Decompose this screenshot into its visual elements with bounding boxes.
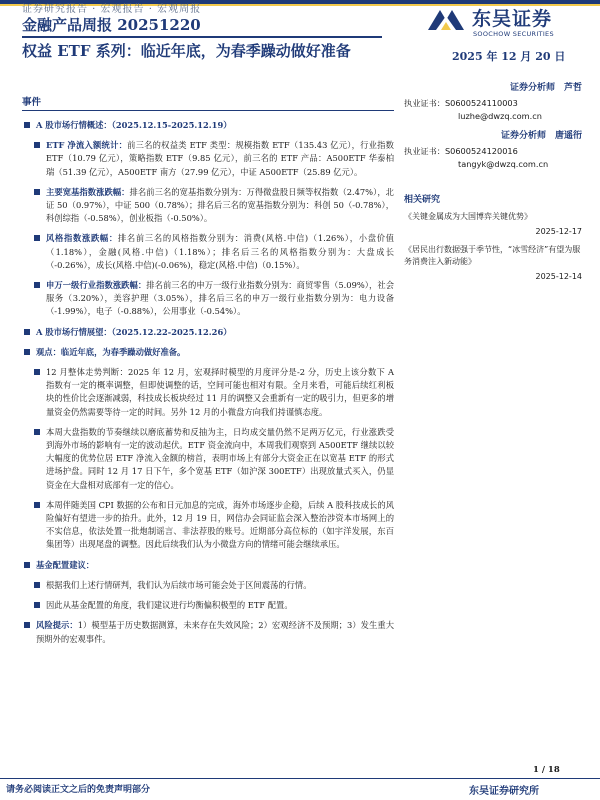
- broad-index-text: 排名前三名的宽基指数分别为：万得微盘股日频等权指数（2.47%），北证 50（0.97%），中证 500（0.78%）；排名后三名的宽基指数分别为：科创 50（-0.78%），科创综指（-0.58%），创业板指（-0.50%）。: [46, 186, 394, 224]
- analyst-card: [404, 80, 582, 122]
- fund-allocation-lead: 基金配置建议：: [36, 559, 95, 570]
- main-content: [22, 94, 394, 653]
- a-share-outlook-heading: [22, 326, 394, 339]
- outlook-text-2: 本周大盘指数的节奏继续以磨底蓄势和反抽为主，日均成交量仍然不足两万亿元，行业涨跌受到海外市场的影响有一定的波动起伏。ETF 资金流向中，本周我们观察到 A500ETF 继续以较大幅度的优势位居 ETF 净流入金额的榜首，表明市场上有部分大资金正在以宽基 ETF 的形式进场护盘。同时 12 月 17 日下午，多个宽基 ETF（如沪深 300ETF）出现放量式买入，仍显资金在大盘相对底部有一定的信心。: [46, 426, 394, 490]
- square-bullet-icon: [34, 282, 40, 288]
- square-bullet-icon: [34, 502, 40, 508]
- section-divider: [22, 110, 394, 111]
- company-logo: [426, 2, 586, 40]
- footer-divider: [0, 778, 600, 779]
- report-series-title: 金融产品周报 20251220: [22, 16, 201, 34]
- fund-text-1: 根据我们上述行情研判，我们认为后续市场可能会处于区间震荡的行情。: [46, 579, 312, 590]
- industry-index-lead: 申万一级行业指数涨跌幅：: [46, 280, 147, 291]
- etf-flow-text: 前三名的权益类 ETF 类型：规模指数 ETF（135.43 亿元），行业指数 ETF（10.79 亿元），策略指数 ETF（9.85 亿元），前三名的 ETF 产品：A500ETF 华泰柏瑞（51.39 亿元），A500ETF 南方（27.99 亿元），中证 A500ETF（25.89 亿元）。: [46, 140, 394, 177]
- footer-disclaimer: 请务必阅读正文之后的免责声明部分: [6, 785, 151, 795]
- analyst-email[interactable]: luzhe@dwzq.com.cn: [458, 111, 542, 121]
- fund-allocation-heading: [22, 559, 394, 572]
- page-number: 1 / 18: [533, 765, 560, 775]
- sidebar: [404, 80, 582, 289]
- breadcrumb: 证券研究报告 · 宏观报告 · 宏观周报: [22, 4, 202, 15]
- logo-mark-icon: [426, 4, 466, 34]
- square-bullet-icon: [24, 122, 30, 128]
- analyst-name: 证券分析师 芦哲: [509, 83, 582, 93]
- a-share-review-lead: A 股市场行情概述：: [36, 120, 112, 130]
- outlook-text-3: 本周伴随美国 CPI 数据的公布和日元加息的完成，海外市场逐步企稳，后续 A 股科技成长的风险偏好有望进一步的抬升。此外，12 月 19 日，网信办会同证监会深入整治涉资本市场网上的不实信息，依法处置一批炮制谣言、非法荐股的账号。近期部分高位标的（如宇洋发展，东百集团等）出现尾盘的调整。因此后续我们认为小微盘方向的情绪可能会继续承压。: [46, 499, 394, 550]
- industry-index-paragraph: [22, 279, 394, 319]
- analyst-card: [404, 128, 582, 170]
- style-index-lead: 风格指数涨跌幅：: [46, 233, 118, 244]
- analyst-email[interactable]: tangyk@dwzq.com.cn: [458, 159, 549, 169]
- a-share-outlook-lead: A 股市场行情展望：: [36, 326, 112, 337]
- risk-warning-paragraph: [22, 619, 394, 645]
- logo-text-en: SOOCHOW SECURITIES: [473, 30, 554, 38]
- outlook-text-1: 12 月整体走势判断：2025 年 12 月，宏观择时模型的月度评分是-2 分，历史上该分数下 A 指数有一定的概率调整，但即使调整的话，空间可能也相对有限。全月来看，可能后续红利板块的性价比会逐渐减弱，科技成长板块经过 11 月的调整又会重新有一定的吸引力，但更多的增量资金仍然需要等待一定的时间。另外 12 月的小微盘方向我们持谨慎态度。: [46, 367, 394, 417]
- report-date: 2025 年 12 月 20 日: [452, 50, 566, 63]
- viewpoint-paragraph: [22, 346, 394, 359]
- section-heading-events: 事件: [22, 97, 42, 108]
- a-share-review-period: （2025.12.15-2025.12.19）: [111, 120, 232, 130]
- report-title: 权益 ETF 系列：临近年底，为春季躁动做好准备: [22, 42, 351, 60]
- risk-warning-text: 1）模型基于历史数据测算，未来存在失效风险；2）宏观经济不及预期；3）发生重大预期外的宏观事件。: [36, 620, 394, 644]
- analyst-name: 证券分析师 唐遥衎: [500, 131, 582, 141]
- related-research-heading: 相关研究: [404, 195, 441, 205]
- viewpoint-text: 观点：临近年底，为春季躁动做好准备。: [36, 346, 186, 357]
- square-bullet-icon: [34, 235, 40, 241]
- industry-index-text: 排名前三名的申万一级行业指数分别为：商贸零售（5.09%），社会服务（3.20%），美容护理（3.05%），排名后三名的申万一级行业指数分别为：电力设备（-1.99%），电子（-0.88%），公用事业（-0.54%）。: [46, 280, 394, 317]
- square-bullet-icon: [34, 189, 40, 195]
- etf-flow-paragraph: [22, 139, 394, 179]
- logo-text-cn: 东吴证券: [472, 8, 553, 30]
- analyst-cert: 执业证书：S0600524120016: [404, 146, 518, 156]
- related-research-link[interactable]: 《居民出行数据强于季节性，“冰雪经济”有望为服务消费注入新动能》: [404, 245, 581, 266]
- square-bullet-icon: [34, 582, 40, 588]
- square-bullet-icon: [34, 602, 40, 608]
- analyst-cert: 执业证书：S0600524110003: [404, 98, 518, 108]
- square-bullet-icon: [34, 369, 40, 375]
- square-bullet-icon: [24, 349, 30, 355]
- square-bullet-icon: [24, 562, 30, 568]
- outlook-paragraph-1: [22, 366, 394, 419]
- related-research-link[interactable]: 《关键金属成为大国博弈关键优势》: [404, 212, 532, 221]
- related-research-date: 2025-12-17: [535, 227, 582, 236]
- outlook-paragraph-3: [22, 499, 394, 552]
- risk-warning-lead: 风险提示：: [36, 620, 78, 631]
- square-bullet-icon: [34, 142, 40, 148]
- footer-company-name: 东吴证券研究所: [469, 786, 539, 797]
- square-bullet-icon: [24, 329, 30, 335]
- broad-index-lead: 主要宽基指数涨跌幅：: [46, 186, 130, 197]
- broad-index-paragraph: [22, 186, 394, 226]
- style-index-paragraph: [22, 232, 394, 272]
- fund-paragraph-2: [22, 599, 394, 612]
- outlook-paragraph-2: [22, 426, 394, 492]
- related-research-date: 2025-12-14: [535, 272, 582, 281]
- report-series-header: [22, 14, 382, 38]
- etf-flow-lead: ETF 净流入额统计：: [46, 140, 128, 151]
- a-share-review-heading: [22, 119, 394, 132]
- fund-text-2: 因此从基金配置的角度，我们建议进行均衡偏积极型的 ETF 配置。: [46, 600, 293, 611]
- style-index-text: 排名前三名的风格指数分别为：消费(风格.中信)（1.26%），小盘价值（1.18%），金融(风格.中信)（1.18%）；排名后三名的风格指数分别为：大盘成长（-0.26%），成长(风格.中信)(-0.06%)，稳定(风格.中信)（0.15%）。: [46, 233, 394, 270]
- square-bullet-icon: [24, 622, 30, 628]
- a-share-outlook-period: （2025.12.22-2025.12.26）: [111, 326, 232, 337]
- square-bullet-icon: [34, 429, 40, 435]
- fund-paragraph-1: [22, 579, 394, 592]
